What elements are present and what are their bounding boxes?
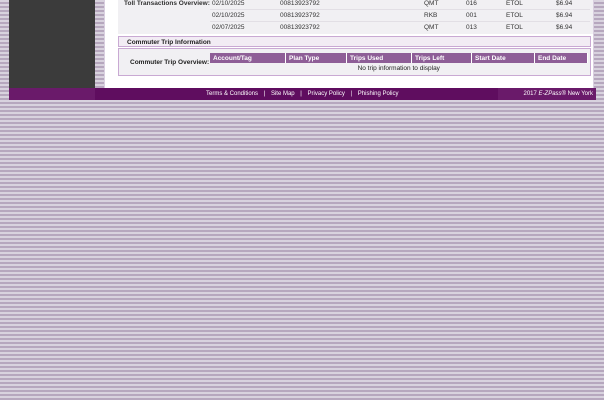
transaction-amount: $6.94 xyxy=(554,22,590,34)
transaction-amount: $6.94 xyxy=(556,0,573,7)
column-header-plan-type: Plan Type xyxy=(286,53,347,63)
main-content xyxy=(104,0,594,88)
column-header-account-tag: Account/Tag xyxy=(210,53,286,63)
table-row xyxy=(210,22,590,34)
commuter-overview-label: Commuter Trip Overview: xyxy=(130,59,210,66)
commuter-trip-table xyxy=(210,53,588,73)
transaction-plaza: QMT xyxy=(422,22,464,34)
footer-link-phishing[interactable]: Phishing Policy xyxy=(357,91,399,97)
toll-transactions-table xyxy=(210,0,590,33)
column-header-end-date: End Date xyxy=(535,53,588,63)
toll-transactions-section xyxy=(118,0,593,34)
column-header-start-date: Start Date xyxy=(472,53,535,63)
footer xyxy=(9,88,596,100)
transaction-type: ETOL xyxy=(504,10,554,22)
transaction-plaza: QMT xyxy=(424,0,439,7)
brand-name: E-ZPass® xyxy=(538,91,566,97)
transaction-date: 02/07/2025 xyxy=(210,22,278,34)
table-row xyxy=(210,10,590,22)
footer-separator: | xyxy=(263,91,266,97)
footer-link-privacy[interactable]: Privacy Policy xyxy=(307,91,345,97)
transaction-account: 00813923792 xyxy=(278,10,422,22)
transaction-lane: 001 xyxy=(464,10,504,22)
empty-table-message: No trip information to display xyxy=(357,64,440,72)
transaction-amount: $6.94 xyxy=(554,10,590,22)
transaction-date: 02/10/2025 xyxy=(212,0,245,7)
commuter-section xyxy=(118,48,591,76)
footer-link-terms[interactable]: Terms & Conditions xyxy=(206,91,259,97)
footer-copyright xyxy=(498,88,596,100)
table-header-row xyxy=(210,53,588,63)
table-row xyxy=(210,0,590,10)
transaction-account: 00813923792 xyxy=(278,22,422,34)
transaction-account: 00813923792 xyxy=(280,0,320,7)
column-header-trips-left: Trips Left xyxy=(412,53,472,63)
table-row xyxy=(210,63,588,73)
column-header-trips-used: Trips Used xyxy=(347,53,412,63)
transaction-lane: 013 xyxy=(464,22,504,34)
footer-links xyxy=(206,88,398,100)
transaction-type: ETOL xyxy=(504,22,554,34)
commuter-section-header: Commuter Trip Information xyxy=(118,36,591,47)
toll-transactions-label: Toll Transactions Overview: xyxy=(124,0,210,7)
page xyxy=(9,0,596,100)
transaction-lane: 016 xyxy=(466,0,477,7)
left-sidebar xyxy=(9,0,95,88)
footer-separator: | xyxy=(300,91,302,97)
footer-link-site-map[interactable]: Site Map xyxy=(270,91,295,97)
copyright-region: New York xyxy=(567,91,593,97)
footer-left-block xyxy=(9,88,95,100)
copyright-year: 2017 xyxy=(523,91,537,97)
transaction-type: ETOL xyxy=(506,0,523,7)
transaction-plaza: RKB xyxy=(422,10,464,22)
footer-separator: | xyxy=(350,91,353,97)
transaction-date: 02/10/2025 xyxy=(210,10,278,22)
